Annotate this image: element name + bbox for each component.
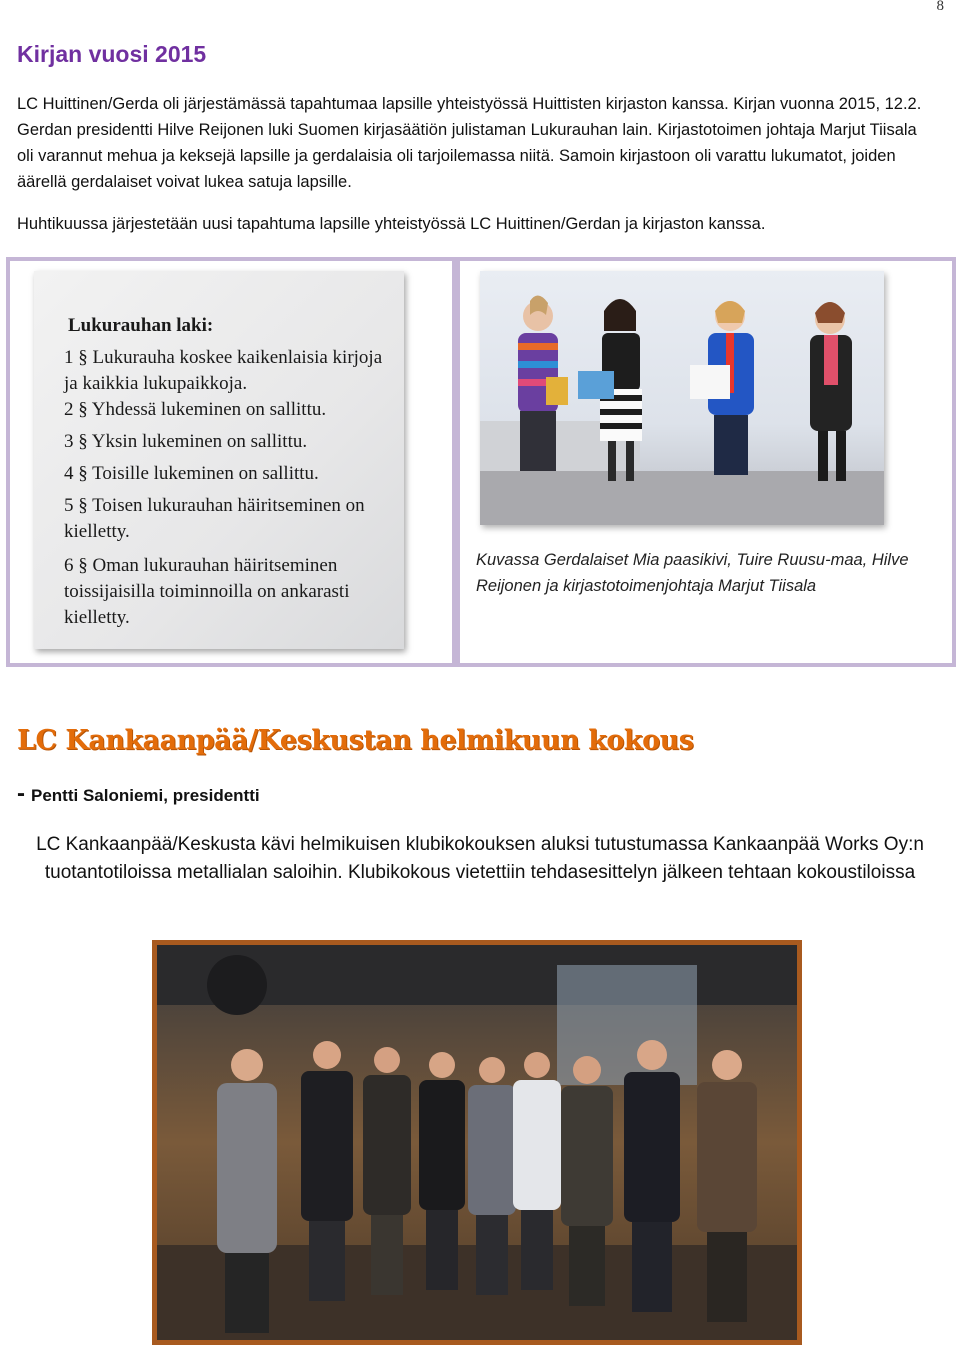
factory-group-photo (152, 940, 802, 1345)
factory-illustration (157, 945, 797, 1340)
law-item: 1 § Lukurauha koskee kaikenlaisia kirjoja ja kaikkia lukupaikkoja. (64, 347, 383, 394)
author-name: Pentti Saloniemi, presidentti (31, 786, 260, 805)
page-number: 8 (936, 0, 944, 14)
law-item: 5 § Toisen lukurauhan häiritseminen on kielletty. (64, 495, 365, 542)
law-sheet-box (6, 257, 456, 667)
law-item: 4 § Toisille lukeminen on sallittu. (64, 463, 319, 484)
intro-paragraph: LC Huittinen/Gerda oli järjestämässä tapahtumaa lapsille yhteistyössä Huittisten kirjaston kanssa. Kirjan vuonna 2015, 12.2. Gerdan presidentti Hilve Reijonen luki Suomen kirjasäätiön julistaman Lukurauhan lain. Kirjastotoimen johtaja Marjut Tiisala oli varannut mehua ja keksejä lapsille ja gerdalaisia oli tarjoilemassa niitä. Samoin kirjastoon oli varattu lukumatot, joiden äärellä gerdalaiset voivat lukea satuja lapsille. (17, 95, 922, 191)
law-item: 6 § Oman lukurauhan häiritseminen toissijaisilla toiminnoilla on ankarasti kielletty. (64, 555, 350, 628)
author-line (17, 780, 260, 808)
law-item: 3 § Yksin lukeminen on sallittu. (64, 431, 308, 452)
upcoming-event-paragraph: Huhtikuussa järjestetään uusi tapahtuma lapsille yhteistyössä LC Huittinen/Gerdan ja kirjaston kanssa. (17, 215, 766, 233)
section-heading-kankaanpaa: LC Kankaanpää/Keskustan helmikuun kokous (17, 725, 694, 756)
people-illustration (480, 271, 884, 525)
meeting-paragraph: LC Kankaanpää/Keskusta kävi helmikuisen klubikokouksen aluksi tutustumassa Kankaanpää Works Oy:n tuotantotiloissa metallialan saloihin. Klubikokous vietettiin tehdasesittelyn jälkeen tehtaan kokoustiloissa (36, 834, 924, 883)
law-item: 2 § Yhdessä lukeminen on sallittu. (64, 399, 327, 420)
author-dash: - (17, 780, 25, 807)
section-title: Kirjan vuosi 2015 (17, 41, 207, 67)
photo-caption: Kuvassa Gerdalaiset Mia paasikivi, Tuire Ruusu-maa, Hilve Reijonen ja kirjastotoimenjohtaja Marjut Tiisala (476, 551, 909, 595)
library-group-photo (480, 271, 884, 525)
group-photo-box (456, 257, 956, 667)
law-sheet-photo (34, 271, 404, 649)
law-title: Lukurauhan laki: (68, 315, 214, 336)
